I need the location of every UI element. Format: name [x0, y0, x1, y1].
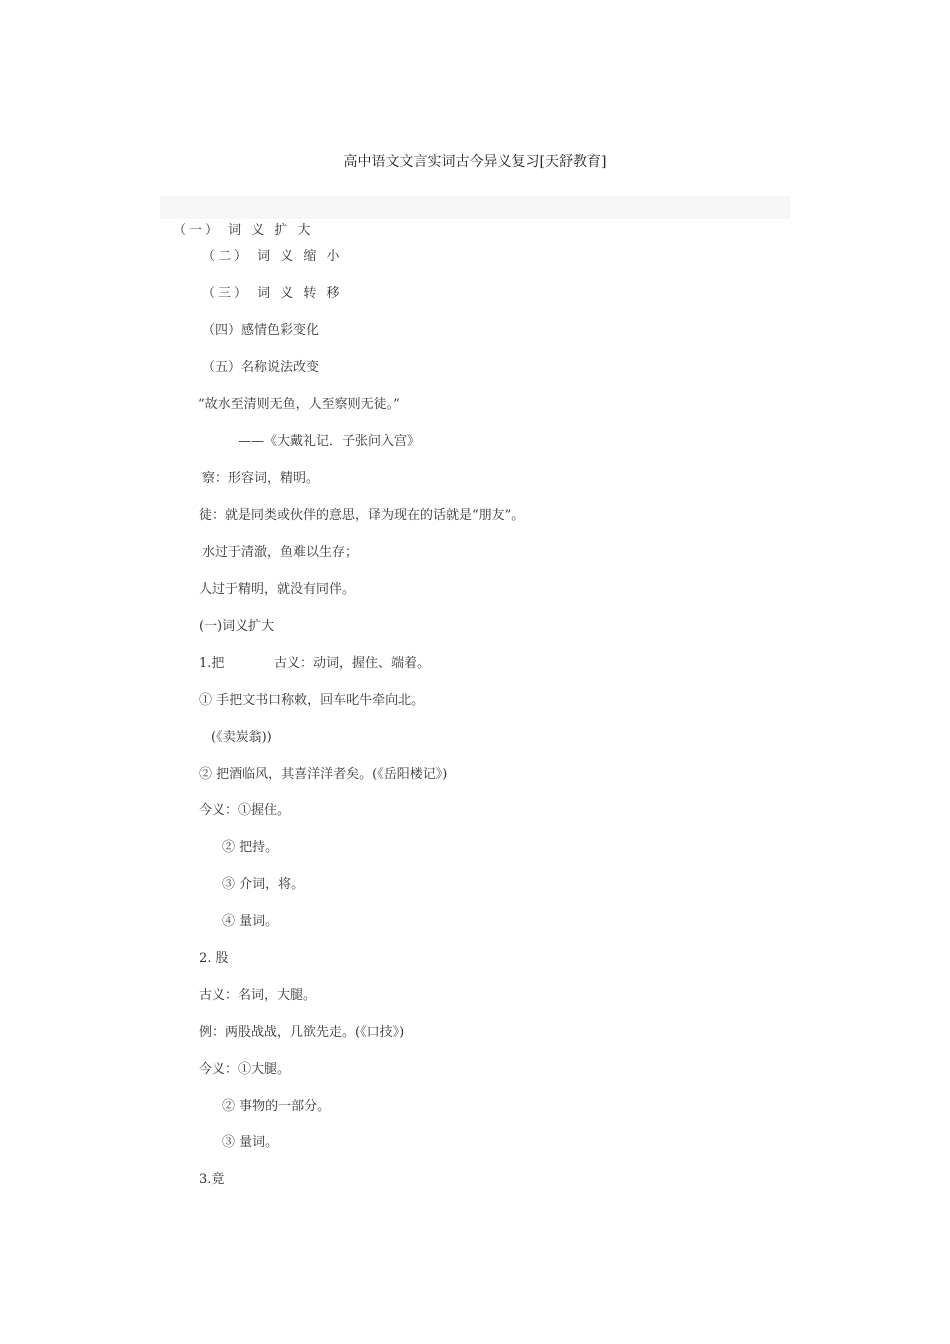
modern-meaning: 今义：①大腿。 — [199, 1062, 291, 1077]
entry-heading: 1.把 古义：动词，握住、端着。 — [199, 656, 430, 671]
modern-meaning-item: ② 把持。 — [222, 840, 279, 855]
section-heading: （三） 词 义 转 移 — [202, 286, 343, 301]
ancient-meaning: 古义：名词，大腿。 — [199, 988, 317, 1003]
section-heading: （一） 词 义 扩 大 — [173, 223, 314, 238]
body-text: 察：形容词，精明。 — [202, 471, 320, 486]
document-title: 高中语文文言实词古今异义复习[天舒教育] — [343, 154, 607, 170]
body-text: 徒：就是同类或伙伴的意思，译为现在的话就是“朋友”。 — [199, 508, 525, 523]
modern-meaning-item: ④ 量词。 — [222, 914, 279, 929]
body-text: 人过于精明，就没有同伴。 — [199, 582, 356, 597]
section-heading: （四）感情色彩变化 — [202, 323, 320, 338]
header-band — [160, 196, 790, 219]
quote-text: “故水至清则无鱼，人至察则无徒。” — [198, 397, 400, 412]
modern-meaning: 今义：①握住。 — [199, 803, 291, 818]
modern-meaning-item: ② 事物的一部分。 — [222, 1099, 331, 1114]
subsection-heading: (一)词义扩大 — [199, 619, 275, 634]
section-heading: （二） 词 义 缩 小 — [202, 249, 343, 264]
modern-meaning-item: ③ 介词，将。 — [222, 877, 305, 892]
example-source: (《卖炭翁)) — [211, 730, 272, 745]
quote-source: ——《大戴礼记．子张问入宫》 — [238, 434, 421, 449]
example-text: ② 把酒临风，其喜洋洋者矣。(《岳阳楼记》) — [199, 767, 448, 782]
body-text: 水过于清澈，鱼难以生存； — [202, 545, 359, 560]
example-text: 例：两股战战，几欲先走。(《口技》) — [199, 1025, 405, 1040]
modern-meaning-item: ③ 量词。 — [222, 1135, 279, 1150]
example-text: ① 手把文书口称敕，回车叱牛牵向北。 — [199, 693, 425, 708]
entry-heading: 3.竟 — [199, 1172, 225, 1187]
section-heading: （五）名称说法改变 — [202, 360, 320, 375]
entry-heading: 2. 股 — [199, 951, 229, 966]
